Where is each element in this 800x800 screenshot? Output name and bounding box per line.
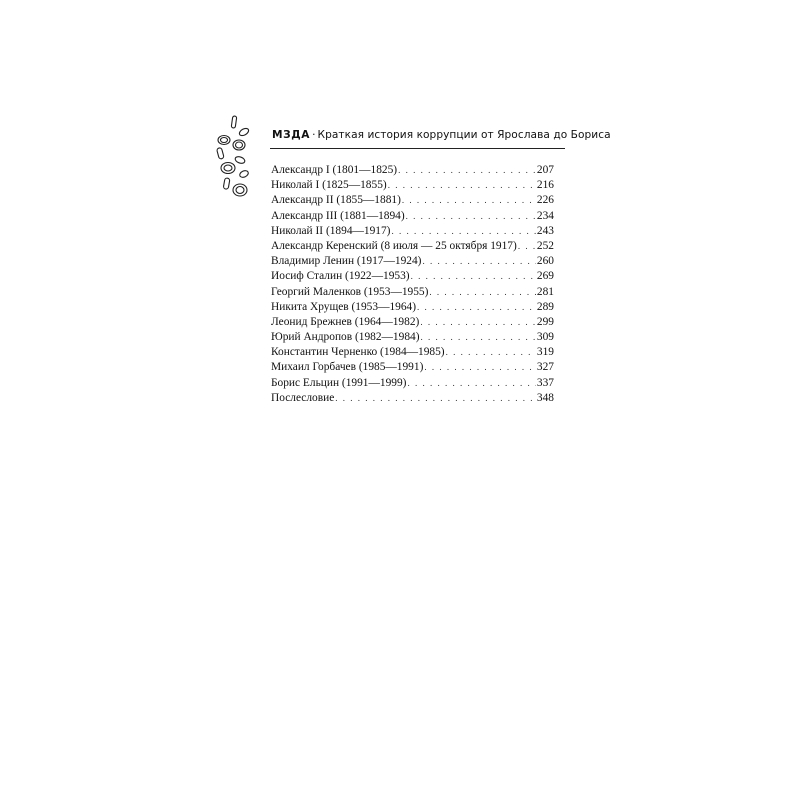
toc-entry-title: Николай I (1825—1855) bbox=[271, 179, 387, 192]
toc-entry[interactable] bbox=[271, 360, 554, 375]
toc-entry-title: Леонид Брежнев (1964—1982) bbox=[271, 315, 420, 328]
toc-entry-title: Борис Ельцин (1991—1999) bbox=[271, 376, 407, 389]
toc-entry[interactable] bbox=[271, 224, 554, 239]
toc-entry-title: Николай II (1894—1917) bbox=[271, 224, 391, 237]
toc-leader-dots bbox=[417, 300, 536, 315]
toc-entry-page: 260 bbox=[536, 255, 554, 268]
toc-entry-title: Никита Хрущев (1953—1964) bbox=[271, 300, 417, 313]
toc-leader-dots bbox=[406, 209, 536, 224]
toc-entry[interactable] bbox=[271, 345, 554, 360]
toc-leader-dots bbox=[421, 330, 536, 345]
toc-entry[interactable] bbox=[271, 178, 554, 193]
toc-entry-page: 319 bbox=[536, 346, 554, 359]
toc-entry-page: 269 bbox=[536, 270, 554, 283]
toc-entry-page: 207 bbox=[536, 164, 554, 176]
toc-leader-dots bbox=[424, 360, 536, 375]
toc-entry-title: Георгий Маленков (1953—1955) bbox=[271, 285, 429, 298]
toc-entry-title: Александр III (1881—1894) bbox=[271, 209, 405, 222]
toc-leader-dots bbox=[429, 285, 535, 300]
toc-entry-page: 234 bbox=[536, 209, 554, 222]
toc-entry[interactable] bbox=[271, 315, 554, 330]
toc-entry-page: 243 bbox=[536, 224, 554, 237]
toc-entry-page: 337 bbox=[536, 376, 554, 389]
toc-entry[interactable] bbox=[271, 209, 554, 224]
toc-entry-page: 216 bbox=[536, 179, 554, 192]
toc-leader-dots bbox=[446, 345, 536, 360]
toc-leader-dots bbox=[402, 193, 536, 208]
toc-leader-dots bbox=[398, 163, 536, 178]
toc-entry[interactable] bbox=[271, 193, 554, 208]
toc-leader-dots bbox=[518, 239, 536, 254]
falling-coins-icon bbox=[210, 114, 260, 206]
toc-entry[interactable] bbox=[271, 254, 554, 269]
toc-entry[interactable] bbox=[271, 269, 554, 284]
toc-entry-title: Александр I (1801—1825) bbox=[271, 164, 398, 176]
toc-leader-dots bbox=[420, 315, 536, 330]
toc-entry[interactable] bbox=[271, 285, 554, 300]
toc-entry[interactable] bbox=[271, 239, 554, 254]
book-title: МЗДА bbox=[272, 129, 311, 141]
toc-leader-dots bbox=[422, 254, 535, 269]
header-rule bbox=[270, 148, 565, 149]
toc-leader-dots bbox=[388, 178, 536, 193]
toc-entry-title: Александр Керенский (8 июля — 25 октября 1917) bbox=[271, 239, 517, 252]
toc-leader-dots bbox=[411, 269, 536, 284]
toc-entry-page: 348 bbox=[536, 391, 554, 404]
toc-entry-title: Константин Черненко (1984—1985) bbox=[271, 346, 445, 359]
toc-entry-title: Александр II (1855—1881) bbox=[271, 194, 401, 207]
toc-entry[interactable] bbox=[271, 376, 554, 391]
running-head bbox=[272, 129, 611, 141]
toc-entry-title: Владимир Ленин (1917—1924) bbox=[271, 255, 422, 268]
toc-entry-page: 252 bbox=[536, 239, 554, 252]
toc-entry[interactable] bbox=[271, 300, 554, 315]
table-of-contents bbox=[271, 163, 554, 406]
toc-entry[interactable] bbox=[271, 330, 554, 345]
toc-leader-dots bbox=[335, 391, 536, 406]
toc-entry-title: Михаил Горбачев (1985—1991) bbox=[271, 361, 424, 374]
toc-entry-title: Послесловие bbox=[271, 391, 335, 404]
toc-entry[interactable] bbox=[271, 391, 554, 406]
book-subtitle: Краткая история коррупции от Ярослава до Бориса bbox=[317, 129, 611, 141]
toc-entry-page: 281 bbox=[536, 285, 554, 298]
toc-leader-dots bbox=[407, 376, 535, 391]
title-separator: · bbox=[312, 129, 316, 141]
toc-entry-title: Иосиф Сталин (1922—1953) bbox=[271, 270, 410, 283]
toc-leader-dots bbox=[391, 224, 535, 239]
toc-entry-title: Юрий Андропов (1982—1984) bbox=[271, 331, 420, 344]
toc-entry[interactable] bbox=[271, 163, 554, 178]
toc-entry-page: 327 bbox=[536, 361, 554, 374]
toc-entry-page: 289 bbox=[536, 300, 554, 313]
toc-entry-page: 299 bbox=[536, 315, 554, 328]
toc-entry-page: 309 bbox=[536, 331, 554, 344]
toc-entry-page: 226 bbox=[536, 194, 554, 207]
